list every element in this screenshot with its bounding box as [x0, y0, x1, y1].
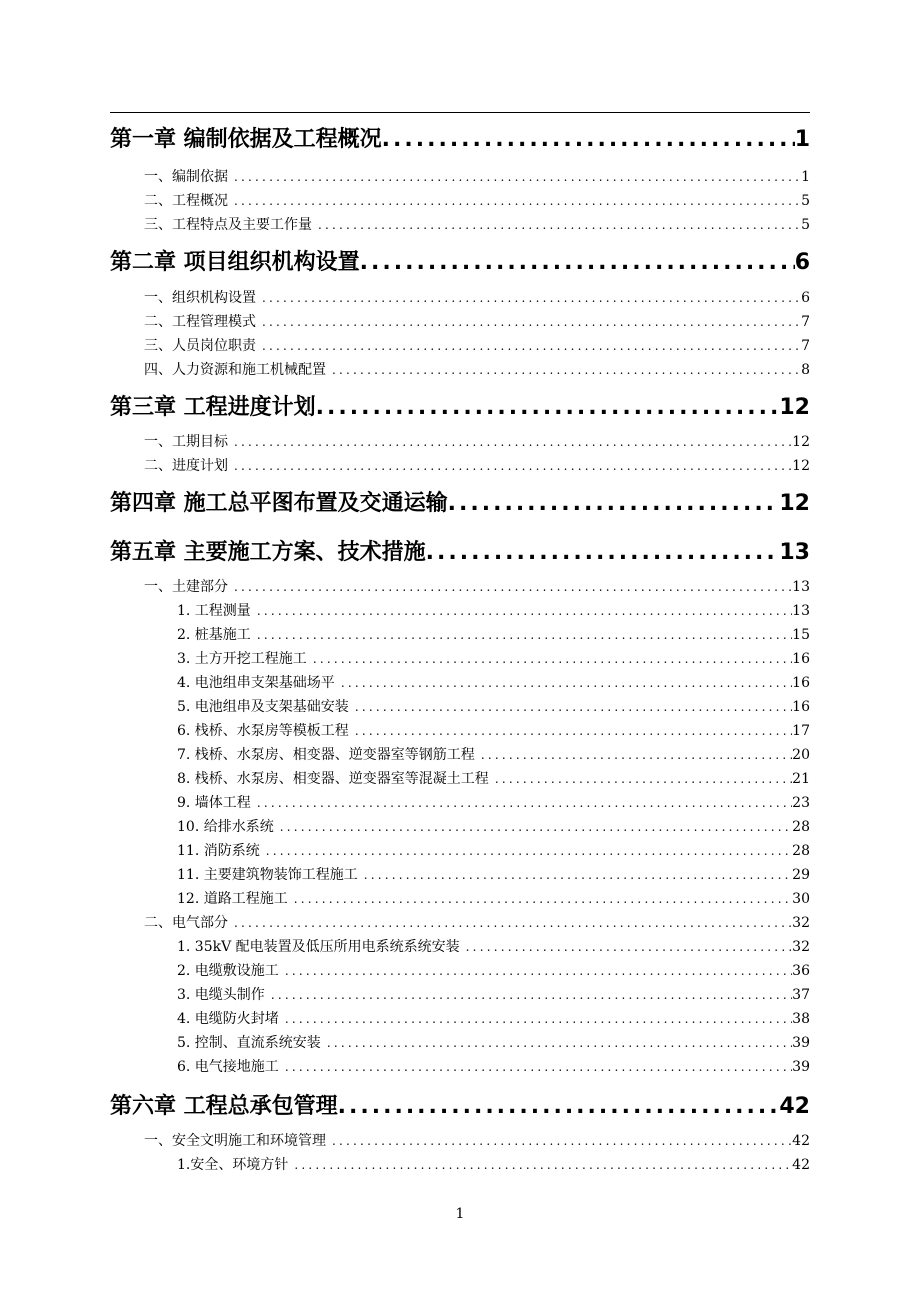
toc-title: 5. 控制、直流系统安装 — [177, 1035, 321, 1051]
toc-title: 11. 主要建筑物装饰工程施工 — [177, 867, 358, 883]
toc-chapter-2[interactable] — [110, 245, 810, 275]
toc-title: 8. 栈桥、水泵房、相变器、逆变器室等混凝土工程 — [177, 771, 489, 787]
toc-title: 二、进度计划 — [144, 458, 228, 474]
toc-page: 37 — [792, 987, 810, 1003]
toc-entry[interactable] — [177, 696, 810, 716]
toc-page: 17 — [792, 723, 810, 739]
toc-title: 4. 电池组串支架基础场平 — [177, 675, 335, 691]
toc-title: 11. 消防系统 — [177, 843, 260, 859]
toc-page: 6 — [794, 250, 810, 275]
toc-page: 36 — [792, 963, 810, 979]
toc-entry[interactable] — [177, 648, 810, 668]
toc-page: 8 — [801, 362, 810, 378]
toc-page: 23 — [792, 795, 810, 811]
toc-entry[interactable] — [177, 864, 810, 884]
toc-entry[interactable] — [177, 840, 810, 860]
toc-entry[interactable] — [144, 1130, 810, 1150]
toc-page: 1 — [801, 169, 810, 185]
toc-title: 第三章 工程进度计划 — [110, 395, 316, 420]
toc-entry[interactable] — [144, 166, 810, 186]
toc-title: 3. 电缆头制作 — [177, 987, 265, 1003]
toc-entry[interactable] — [177, 672, 810, 692]
toc-title: 三、人员岗位职责 — [144, 338, 256, 354]
toc-page: 13 — [792, 603, 810, 619]
toc-entry[interactable] — [144, 214, 810, 234]
toc-title: 一、编制依据 — [144, 169, 228, 185]
toc-title: 第四章 施工总平图布置及交通运输 — [110, 491, 448, 516]
toc-title: 三、工程特点及主要工作量 — [144, 217, 312, 233]
toc-title: 1. 35kV 配电装置及低压所用电系统系统安装 — [177, 939, 460, 955]
toc-title: 一、安全文明施工和环境管理 — [144, 1133, 326, 1149]
toc-page: 1 — [794, 127, 810, 152]
toc-title: 3. 土方开挖工程施工 — [177, 651, 307, 667]
toc-page: 30 — [792, 891, 810, 907]
toc-page: 20 — [792, 747, 810, 763]
toc-chapter-4[interactable] — [110, 486, 810, 516]
toc-entry[interactable] — [177, 1032, 810, 1052]
toc-entry[interactable] — [144, 359, 810, 379]
toc-page: 28 — [792, 843, 810, 859]
toc-page: 7 — [801, 314, 810, 330]
toc-page: 42 — [779, 1094, 810, 1119]
toc-title: 4. 电缆防火封堵 — [177, 1011, 279, 1027]
toc-page: 32 — [792, 939, 810, 955]
toc-entry[interactable] — [177, 960, 810, 980]
toc-page: 28 — [792, 819, 810, 835]
toc-title: 一、组织机构设置 — [144, 290, 256, 306]
toc-page: 16 — [792, 651, 810, 667]
toc-title: 二、电气部分 — [144, 915, 228, 931]
toc-entry[interactable] — [177, 744, 810, 764]
toc-entry[interactable] — [144, 912, 810, 932]
toc-title: 四、人力资源和施工机械配置 — [144, 362, 326, 378]
toc-page: 29 — [792, 867, 810, 883]
toc-entry[interactable] — [177, 1056, 810, 1076]
toc-title: 1.安全、环境方针 — [177, 1157, 289, 1173]
toc-page: 13 — [792, 579, 810, 595]
toc-title: 6. 栈桥、水泵房等模板工程 — [177, 723, 349, 739]
toc-page: 21 — [792, 771, 810, 787]
toc-chapter-3[interactable] — [110, 390, 810, 420]
toc-entry[interactable] — [177, 600, 810, 620]
toc-entry[interactable] — [177, 936, 810, 956]
toc-entry[interactable] — [177, 768, 810, 788]
toc-page: 16 — [792, 699, 810, 715]
toc-entry[interactable] — [144, 335, 810, 355]
toc-entry[interactable] — [144, 455, 810, 475]
toc-entry[interactable] — [177, 816, 810, 836]
toc-title: 一、土建部分 — [144, 579, 228, 595]
toc-entry[interactable] — [144, 287, 810, 307]
toc-entry[interactable] — [177, 624, 810, 644]
toc-page: 12 — [792, 434, 810, 450]
toc-title: 6. 电气接地施工 — [177, 1059, 279, 1075]
page-number: 1 — [455, 1206, 465, 1222]
toc-title: 9. 墙体工程 — [177, 795, 251, 811]
toc-page: 7 — [801, 338, 810, 354]
toc-entry[interactable] — [177, 720, 810, 740]
top-rule — [110, 112, 810, 113]
toc-entry[interactable] — [144, 431, 810, 451]
toc-chapter-5[interactable] — [110, 535, 810, 565]
toc-page: 12 — [779, 491, 810, 516]
toc-page: 12 — [792, 458, 810, 474]
toc-entry[interactable] — [144, 576, 810, 596]
toc-entry[interactable] — [177, 1154, 810, 1174]
toc-title: 一、工期目标 — [144, 434, 228, 450]
toc-title: 二、工程概况 — [144, 193, 228, 209]
toc-title: 二、工程管理模式 — [144, 314, 256, 330]
toc-entry[interactable] — [177, 984, 810, 1004]
toc-page: 5 — [801, 193, 810, 209]
toc-title: 第六章 工程总承包管理 — [110, 1094, 338, 1119]
toc-page: 42 — [792, 1157, 810, 1173]
toc-entry[interactable] — [177, 792, 810, 812]
toc-title: 第一章 编制依据及工程概况 — [110, 127, 382, 152]
toc-entry[interactable] — [177, 888, 810, 908]
toc-title: 2. 桩基施工 — [177, 627, 251, 643]
toc-page: 15 — [792, 627, 810, 643]
toc-entry[interactable] — [144, 311, 810, 331]
toc-page: 12 — [779, 395, 810, 420]
toc-title: 7. 栈桥、水泵房、相变器、逆变器室等钢筋工程 — [177, 747, 475, 763]
toc-chapter-1[interactable] — [110, 122, 810, 152]
toc-title: 第五章 主要施工方案、技术措施 — [110, 540, 426, 565]
toc-page: 6 — [801, 290, 810, 306]
toc-title: 5. 电池组串及支架基础安装 — [177, 699, 349, 715]
toc-title: 第二章 项目组织机构设置 — [110, 250, 360, 275]
toc-title: 10. 给排水系统 — [177, 819, 274, 835]
toc-title: 12. 道路工程施工 — [177, 891, 288, 907]
toc-title: 2. 电缆敷设施工 — [177, 963, 279, 979]
toc-page: 42 — [792, 1133, 810, 1149]
toc-page: 39 — [792, 1059, 810, 1075]
toc-page: 32 — [792, 915, 810, 931]
toc-page: 16 — [792, 675, 810, 691]
toc-page: 5 — [801, 217, 810, 233]
toc-page: 38 — [792, 1011, 810, 1027]
toc-page: 13 — [779, 540, 810, 565]
toc-entry[interactable] — [177, 1008, 810, 1028]
toc-page: 39 — [792, 1035, 810, 1051]
toc-entry[interactable] — [144, 190, 810, 210]
toc-title: 1. 工程测量 — [177, 603, 251, 619]
toc-chapter-6[interactable] — [110, 1089, 810, 1119]
